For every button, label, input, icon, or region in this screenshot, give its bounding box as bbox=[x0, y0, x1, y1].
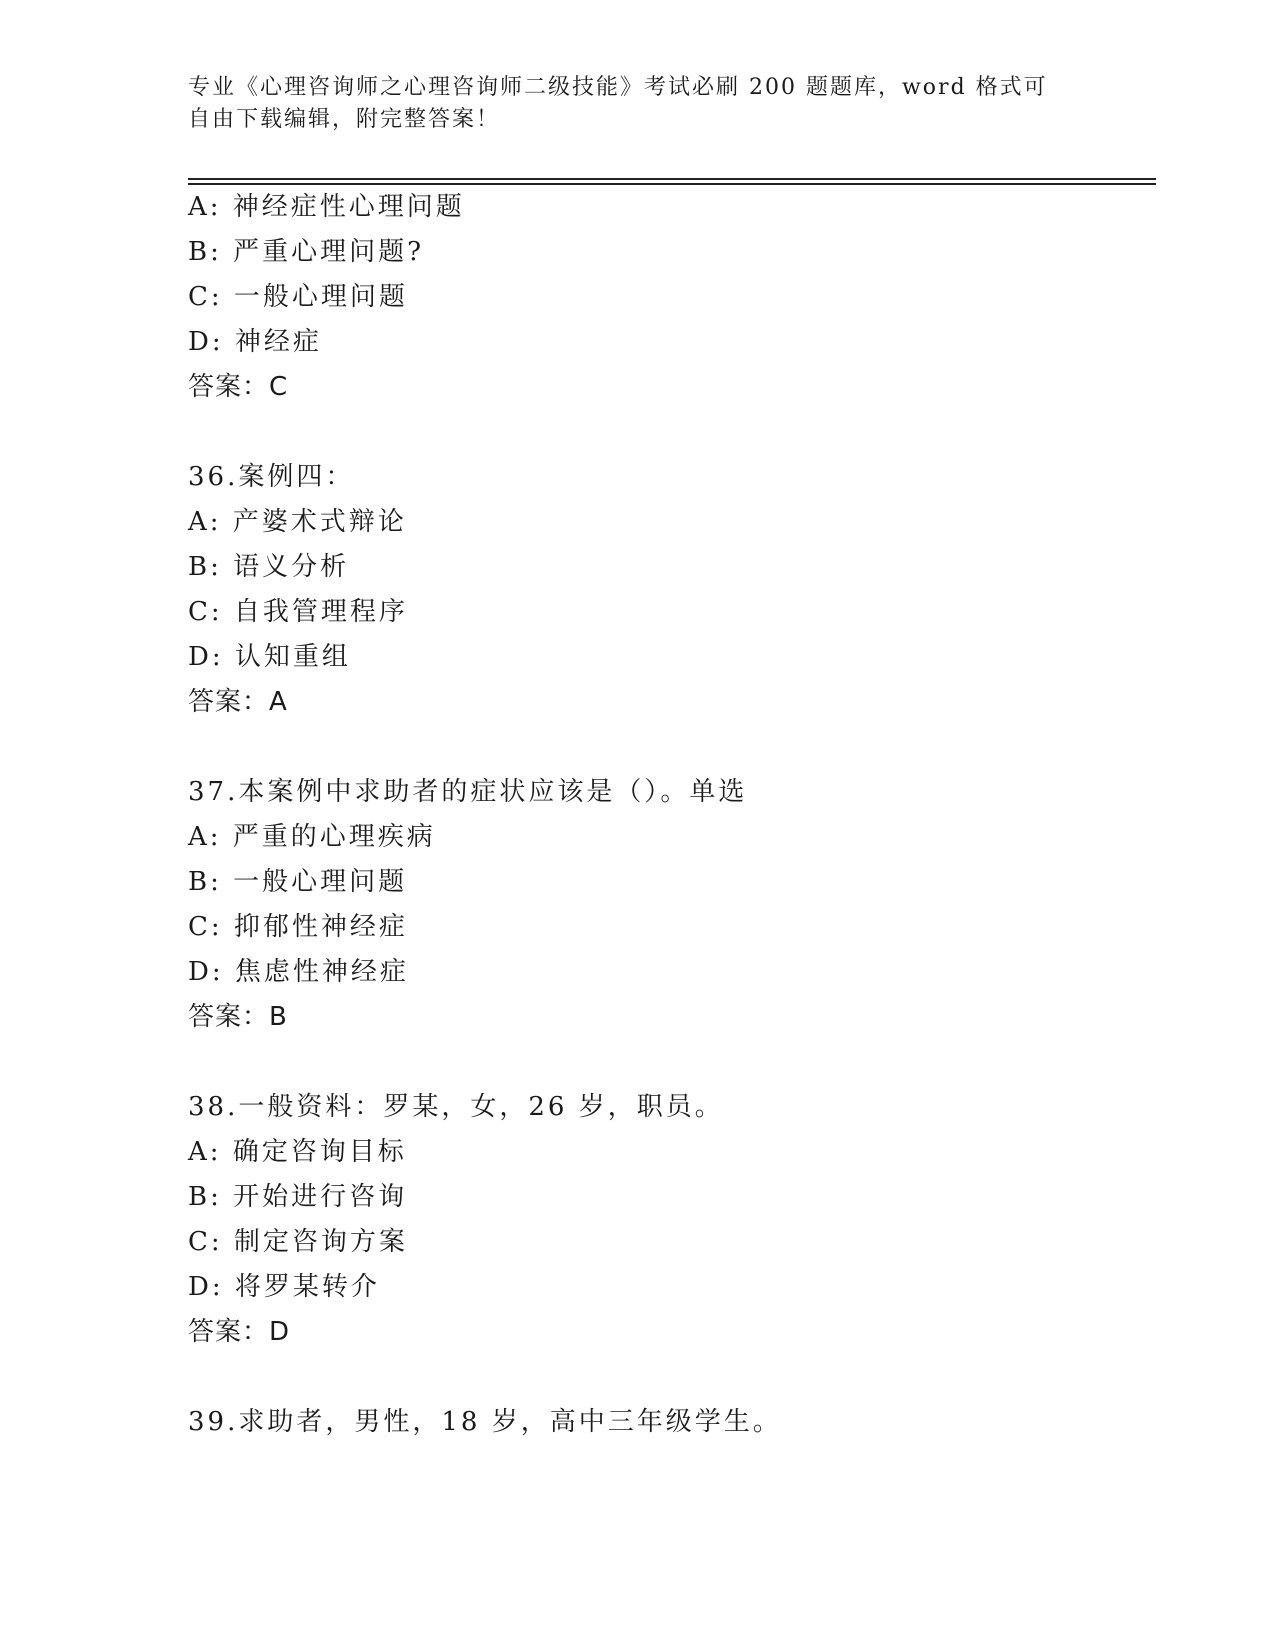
header-divider-bottom bbox=[188, 183, 1156, 185]
question-38: 38.一般资料：罗某，女，26 岁，职员。 bbox=[188, 1092, 724, 1122]
option-c: C: 制定咨询方案 bbox=[188, 1227, 408, 1257]
option-d: D: 认知重组 bbox=[188, 642, 351, 672]
option-b: B: 语义分析 bbox=[188, 552, 350, 582]
answer-label: 答案：A bbox=[188, 687, 288, 717]
question-39: 39.求助者，男性，18 岁，高中三年级学生。 bbox=[188, 1407, 782, 1437]
option-a: A: 确定咨询目标 bbox=[188, 1137, 407, 1167]
option-a: A: 神经症性心理问题 bbox=[188, 192, 465, 222]
option-a: A: 产婆术式辩论 bbox=[188, 507, 407, 537]
answer-label: 答案：C bbox=[188, 372, 289, 402]
question-37: 37.本案例中求助者的症状应该是（）。单选 bbox=[188, 777, 748, 807]
answer-label: 答案：B bbox=[188, 1002, 288, 1032]
option-c: C: 一般心理问题 bbox=[188, 282, 408, 312]
option-b: B: 开始进行咨询 bbox=[188, 1182, 408, 1212]
option-c: C: 抑郁性神经症 bbox=[188, 912, 408, 942]
option-c: C: 自我管理程序 bbox=[188, 597, 408, 627]
option-d: D: 焦虑性神经症 bbox=[188, 957, 409, 987]
option-d: D: 将罗某转介 bbox=[188, 1272, 380, 1302]
option-b: B: 一般心理问题 bbox=[188, 867, 408, 897]
question-36: 36.案例四： bbox=[188, 462, 355, 492]
option-b: B: 严重心理问题? bbox=[188, 237, 425, 267]
option-d: D: 神经症 bbox=[188, 327, 322, 357]
header-divider-top bbox=[188, 178, 1156, 180]
option-a: A: 严重的心理疾病 bbox=[188, 822, 436, 852]
answer-label: 答案：D bbox=[188, 1317, 291, 1347]
page-header-text: 专业《心理咨询师之心理咨询师二级技能》考试必刷 200 题题库，word 格式可自由下载编辑，附完整答案！ bbox=[188, 75, 1048, 132]
